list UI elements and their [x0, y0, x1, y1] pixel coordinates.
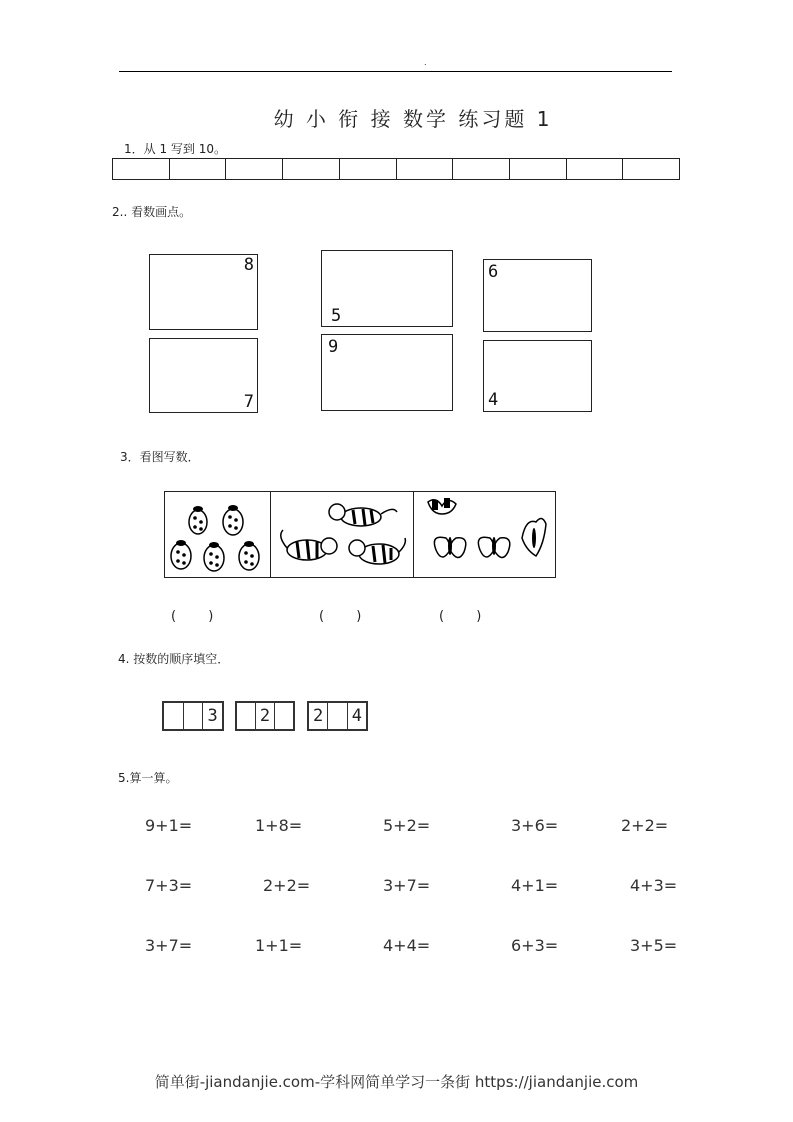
math-problem: 6+3=: [511, 936, 559, 955]
cats-panel: [271, 492, 413, 577]
math-problem: 9+1=: [145, 816, 193, 835]
dot-box-5[interactable]: [321, 250, 453, 327]
picture-strip: [164, 491, 556, 578]
sequence-group-3: [307, 701, 368, 731]
page-title: 幼 小 衔 接 数学 练习题 1: [273, 107, 553, 131]
math-problem: 7+3=: [145, 876, 193, 895]
footer-watermark: 简单街-jiandanjie.com-学科网简单学习一条街 https://jiandanjie.com: [154, 1073, 639, 1091]
grid-cell[interactable]: [510, 159, 567, 179]
grid-cell[interactable]: [397, 159, 454, 179]
math-problem: 4+4=: [383, 936, 431, 955]
grid-cell[interactable]: [623, 159, 679, 179]
answer-blank-3[interactable]: ( ): [439, 609, 496, 624]
box-number: 5: [331, 306, 342, 326]
math-problem: 3+6=: [511, 816, 559, 835]
math-problem: 3+7=: [383, 876, 431, 895]
answer-blank-2[interactable]: ( ): [319, 609, 376, 624]
sequence-cell[interactable]: 2: [256, 703, 275, 729]
sequence-cell[interactable]: [328, 703, 347, 729]
ladybugs-panel: [165, 492, 271, 577]
grid-cell[interactable]: [113, 159, 170, 179]
dot-box-6[interactable]: [483, 259, 592, 332]
question-3-label: 3．看图写数．: [120, 450, 200, 464]
ladybug-icon: [165, 492, 269, 577]
sequence-cell[interactable]: 4: [351, 706, 362, 726]
dot-box-8[interactable]: [149, 254, 258, 330]
sequence-cell[interactable]: [275, 703, 293, 729]
butterfly-icon: [414, 492, 554, 577]
math-problem: 3+5=: [630, 936, 678, 955]
butterflies-panel: [414, 492, 555, 577]
math-problem: 2+2=: [621, 816, 669, 835]
math-problem: 3+7=: [145, 936, 193, 955]
header-dot: .: [424, 58, 427, 67]
grid-cell[interactable]: [340, 159, 397, 179]
grid-cell[interactable]: [283, 159, 340, 179]
sequence-cell[interactable]: 3: [207, 706, 218, 726]
answer-blank-1[interactable]: ( ): [171, 609, 228, 624]
math-problem: 2+2=: [263, 876, 311, 895]
sequence-cell[interactable]: [237, 703, 256, 729]
math-problem: 4+1=: [511, 876, 559, 895]
cat-icon: [271, 492, 411, 577]
question-4-label: 4. 按数的顺序填空．: [118, 652, 230, 666]
math-problem: 1+1=: [255, 936, 303, 955]
box-number: 6: [488, 262, 499, 282]
math-problem: 1+8=: [255, 816, 303, 835]
dot-box-9[interactable]: [321, 334, 453, 411]
grid-cell[interactable]: [453, 159, 510, 179]
box-number: 8: [243, 255, 254, 275]
header-rule: [119, 71, 672, 72]
math-problem: 5+2=: [383, 816, 431, 835]
sequence-group-2: [235, 701, 295, 731]
sequence-cell[interactable]: [184, 703, 204, 729]
dot-box-4[interactable]: [483, 340, 592, 412]
sequence-group-1: [162, 701, 224, 731]
question-2-label: 2.. 看数画点。: [112, 205, 192, 219]
grid-cell[interactable]: [567, 159, 624, 179]
box-number: 7: [243, 392, 254, 412]
box-number: 9: [328, 337, 339, 357]
dot-box-7[interactable]: [149, 338, 258, 413]
write-grid: [112, 158, 680, 180]
question-5-label: 5.算一算。: [118, 771, 178, 785]
sequence-cell[interactable]: [164, 703, 184, 729]
question-1-label: 1．从 1 写到 10。: [124, 142, 226, 156]
box-number: 4: [488, 390, 499, 410]
grid-cell[interactable]: [170, 159, 227, 179]
sequence-cell[interactable]: 2: [309, 703, 328, 729]
grid-cell[interactable]: [226, 159, 283, 179]
math-problem: 4+3=: [630, 876, 678, 895]
